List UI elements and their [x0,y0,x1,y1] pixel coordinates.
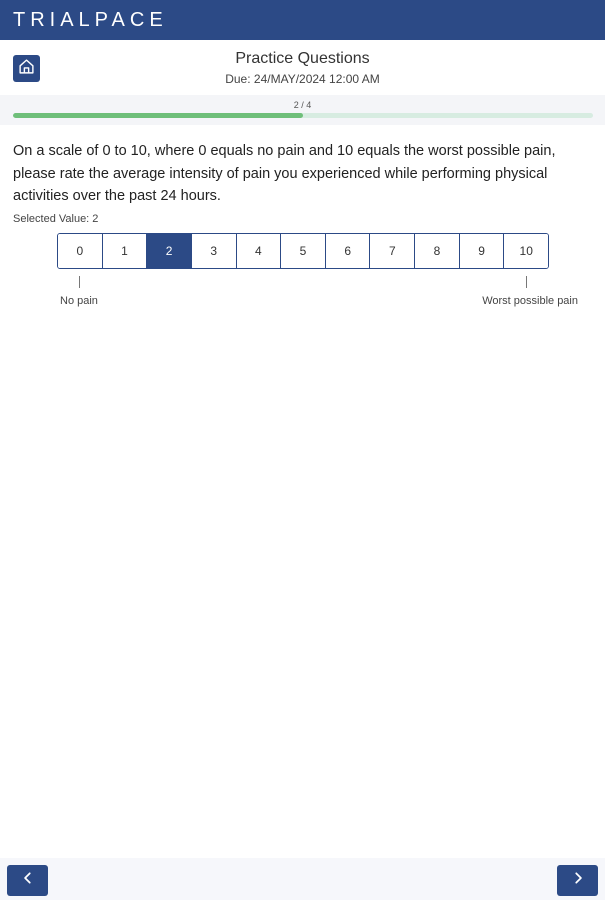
progress-count: 2 / 4 [293,100,312,110]
rating-scale [57,233,549,269]
chevron-right-icon [571,871,585,890]
scale-option-0[interactable]: 0 [58,234,103,268]
scale-option-1[interactable]: 1 [103,234,148,268]
max-anchor-tick [526,276,527,288]
footer-bar [0,858,605,900]
scale-option-3[interactable]: 3 [192,234,237,268]
selected-value-label: Selected Value: 2 [13,213,99,225]
scale-option-8[interactable]: 8 [415,234,460,268]
scale-option-2[interactable]: 2 [147,234,192,268]
chevron-left-icon [21,871,35,890]
min-anchor-label: No pain [60,295,98,307]
progress-bar [13,113,593,118]
next-button[interactable] [557,865,598,896]
question-text: On a scale of 0 to 10, where 0 equals no pain and 10 equals the worst possible pain, please rate the average intensity of pain you experienced while performing physical activities over the past 24 hours. [13,143,556,204]
scale-option-6[interactable]: 6 [326,234,371,268]
brand-logo: TRIALPACE [13,9,168,31]
top-bar [0,0,605,40]
scale-option-10[interactable]: 10 [504,234,548,268]
scale-option-9[interactable]: 9 [460,234,505,268]
due-date: Due: 24/MAY/2024 12:00 AM [225,72,380,86]
min-anchor-tick [79,276,80,288]
max-anchor-label: Worst possible pain [482,295,578,307]
scale-option-4[interactable]: 4 [237,234,282,268]
previous-button[interactable] [7,865,48,896]
page-title: Practice Questions [235,50,370,67]
progress-bar-fill [13,113,303,118]
scale-option-7[interactable]: 7 [370,234,415,268]
scale-option-5[interactable]: 5 [281,234,326,268]
